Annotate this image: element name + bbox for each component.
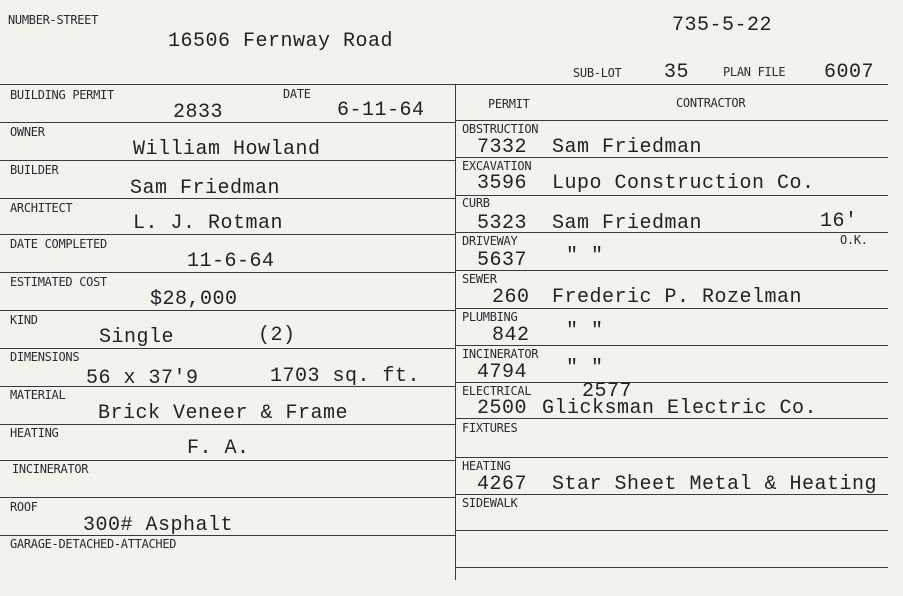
material-label: MATERIAL — [10, 387, 66, 403]
dimensions-area: 1703 sq. ft. — [270, 365, 421, 388]
row-divider — [0, 122, 455, 123]
contractor-header: CONTRACTOR — [676, 95, 746, 111]
builder-value: Sam Friedman — [130, 177, 281, 200]
electrical-permit: 2500 — [477, 397, 528, 420]
curb-note: 16' — [820, 210, 858, 233]
electrical-contractor: Glicksman Electric Co. — [542, 397, 818, 420]
incinerator-label: INCINERATOR — [12, 461, 89, 477]
roof-value: 300# Asphalt — [83, 514, 234, 537]
estimated-cost-label: ESTIMATED COST — [10, 274, 107, 290]
sublot-label: SUB-LOT — [573, 65, 622, 81]
obstruction-contractor: Sam Friedman — [552, 136, 703, 159]
incinerator-permit: 4794 — [477, 361, 528, 384]
heating-label: HEATING — [10, 425, 59, 441]
row-divider — [455, 195, 888, 196]
architect-value: L. J. Rotman — [133, 212, 284, 235]
curb-label: CURB — [462, 195, 490, 211]
row-divider — [455, 567, 888, 568]
address-value: 16506 Fernway Road — [168, 30, 394, 53]
dimensions-label: DIMENSIONS — [10, 349, 80, 365]
row-divider — [455, 530, 888, 531]
plumbing-contractor-ditto: " " — [566, 320, 604, 343]
kind-value: Single — [99, 326, 175, 349]
driveway-label: DRIVEWAY — [462, 233, 518, 249]
architect-label: ARCHITECT — [10, 200, 73, 216]
dimensions-value: 56 x 37'9 — [86, 367, 199, 390]
obstruction-permit: 7332 — [477, 136, 528, 159]
material-value: Brick Veneer & Frame — [98, 402, 349, 425]
sewer-contractor: Frederic P. Rozelman — [552, 286, 803, 309]
heating-value: F. A. — [187, 437, 250, 460]
heating-permit-label: HEATING — [462, 458, 511, 474]
electrical-label: ELECTRICAL — [462, 383, 532, 399]
plan-file-value: 6007 — [824, 61, 875, 84]
fixtures-label: FIXTURES — [462, 420, 518, 436]
record-number: 735-5-22 — [672, 14, 773, 37]
permit-header: PERMIT — [488, 96, 530, 112]
sublot-value: 35 — [664, 61, 690, 84]
excavation-permit: 3596 — [477, 172, 528, 195]
incinerator-contractor-ditto: " " — [566, 357, 604, 380]
sewer-label: SEWER — [462, 271, 497, 287]
center-divider — [455, 84, 456, 580]
obstruction-label: OBSTRUCTION — [462, 121, 539, 137]
date-completed-value: 11-6-64 — [187, 250, 275, 273]
incinerator-permit-label: INCINERATOR — [462, 346, 539, 362]
heating-permit: 4267 — [477, 473, 528, 496]
row-divider — [455, 457, 888, 458]
date-completed-label: DATE COMPLETED — [10, 236, 107, 252]
electrical-extra: 2577 — [582, 380, 633, 403]
garage-label: GARAGE-DETACHED-ATTACHED — [10, 536, 177, 552]
excavation-contractor: Lupo Construction Co. — [552, 172, 815, 195]
heating-contractor: Star Sheet Metal & Heating — [552, 473, 878, 496]
sidewalk-label: SIDEWALK — [462, 495, 518, 511]
date-label: DATE — [283, 86, 311, 102]
kind-extra: (2) — [258, 324, 296, 347]
owner-label: OWNER — [10, 124, 45, 140]
date-value: 6-11-64 — [337, 99, 425, 122]
plumbing-label: PLUMBING — [462, 309, 518, 325]
building-permit-label: BUILDING PERMIT — [10, 87, 114, 103]
curb-permit: 5323 — [477, 212, 528, 235]
kind-label: KIND — [10, 312, 38, 328]
sewer-permit: 260 — [492, 286, 530, 309]
plan-file-label: PLAN FILE — [723, 64, 786, 80]
header-divider — [0, 84, 888, 85]
estimated-cost-value: $28,000 — [150, 288, 238, 311]
excavation-label: EXCAVATION — [462, 158, 532, 174]
driveway-note: O.K. — [840, 232, 868, 248]
curb-contractor: Sam Friedman — [552, 212, 703, 235]
builder-label: BUILDER — [10, 162, 59, 178]
building-permit-value: 2833 — [173, 101, 224, 124]
plumbing-permit: 842 — [492, 324, 530, 347]
number-street-label: NUMBER-STREET — [8, 12, 99, 28]
row-divider — [0, 497, 455, 498]
driveway-permit: 5637 — [477, 249, 528, 272]
roof-label: ROOF — [10, 499, 38, 515]
owner-value: William Howland — [133, 138, 321, 161]
driveway-contractor-ditto: " " — [566, 245, 604, 268]
